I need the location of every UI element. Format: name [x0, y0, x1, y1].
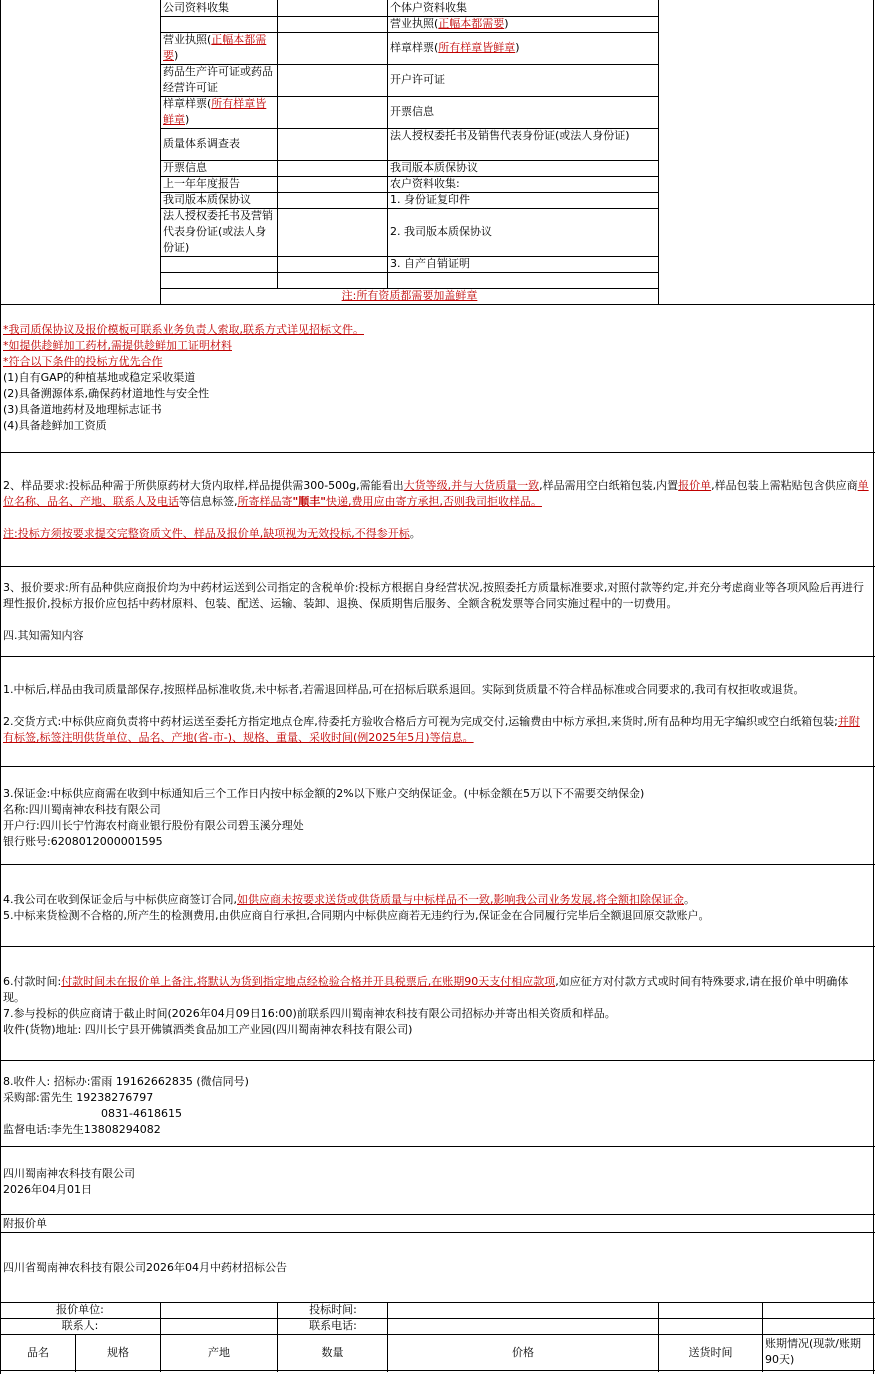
individual-docs-header: 个体户资料收集 — [390, 1, 467, 14]
purchasing-phone: 0831-4618615 — [101, 1107, 182, 1120]
signature-company: 四川蜀南神农科技有限公司 — [3, 1167, 135, 1180]
priority-item: (1)自有GAP的种植基地或稳定采收渠道 — [3, 371, 196, 384]
doc-item: 3. 自产自销证明 — [390, 257, 470, 270]
section-heading: 四.其知需知内容 — [3, 629, 84, 642]
supervision-line: 监督电话:李先生13808294082 — [3, 1123, 161, 1136]
delivery-address: 收件(货物)地址: 四川长宁县开佛镇酒类食品加工产业园(四川蜀南神农科技有限公司) — [3, 1023, 413, 1036]
doc-item: 样章样票(所有样章皆鲜章) — [163, 97, 267, 126]
doc-item: 样章样票(所有样章皆鲜章) — [390, 41, 520, 54]
notice-line: *我司质保协议及报价模板可联系业务负责人索取,联系方式详见招标文件。 — [3, 323, 364, 336]
contract-line: 4.我公司在收到保证金后与中标供应商签订合同,如供应商未按要求送货或供货质量与中标样品不一致,影响我公司业务发展,将全额扣除保证金。 — [3, 893, 695, 906]
signature-date: 2026年04月01日 — [3, 1183, 92, 1196]
deadline-line: 7.参与投标的供应商请于截止时间(2026年04月09日16:00)前联系四川蜀南神农科技有限公司招标办并寄出相关资质和样品。 — [3, 1007, 616, 1020]
priority-item: (4)具备趁鲜加工资质 — [3, 419, 107, 432]
contact-input[interactable] — [161, 1318, 277, 1334]
doc-item: 药品生产许可证或药品经营许可证 — [163, 65, 273, 94]
deposit-line: 3.保证金:中标供应商需在收到中标通知后三个工作日内按中标金额的2%以下账户交纳保证金。(中标金额在5万以下不需要交纳保金) — [3, 787, 645, 800]
attachment-label: 附报价单 — [3, 1217, 47, 1230]
col-header-delivery-time: 送货时间 — [688, 1346, 733, 1359]
bid-time-input[interactable] — [388, 1302, 658, 1318]
doc-item: 开票信息 — [163, 161, 207, 174]
company-docs-header: 公司资料收集 — [163, 1, 229, 14]
sample-note: 注:投标方须按要求提交完整资质文件、样品及报价单,缺项视为无效投标,不得参开标。 — [3, 527, 421, 540]
account-number: 银行账号:6208012000001595 — [3, 835, 163, 848]
payment-terms: 6.付款时间:付款时间未在报价单上备注,将默认为货到指定地点经检验合格并开具税票后,在账期90天支付相应款项,如应征方对付款方式或时间有特殊要求,请在报价单中明确体现。 — [3, 975, 849, 1004]
post-award-sample: 1.中标后,样品由我司质量部保存,按照样品标准收货,未中标者,若需退回样品,可在招标后联系退回。实际到货质量不符合样品标准或合同要求的,我司有权拒收或退货。 — [3, 683, 805, 696]
col-header-origin: 产地 — [208, 1346, 230, 1359]
bidder-label: 报价单位: — [56, 1303, 104, 1316]
doc-item: 营业执照(正幅本都需要) — [390, 17, 509, 30]
contact-label: 联系人: — [61, 1319, 99, 1332]
announcement-title: 四川省蜀南神农科技有限公司2026年04月中药材招标公告 — [3, 1261, 287, 1274]
priority-item: (2)具备溯源体系,确保药材道地性与安全性 — [3, 387, 210, 400]
phone-label: 联系电话: — [309, 1319, 357, 1332]
docs-note: 注:所有资质都需要加盖鲜章 — [341, 289, 478, 302]
phone-input[interactable] — [388, 1318, 658, 1334]
bid-time-label: 投标时间: — [309, 1303, 357, 1316]
bank-name: 开户行:四川长宁竹海农村商业银行股份有限公司碧玉溪分理处 — [3, 819, 304, 832]
priority-item: (3)具备道地药材及地理标志证书 — [3, 403, 162, 416]
col-header-quantity: 数量 — [321, 1346, 344, 1359]
col-header-spec: 规格 — [107, 1346, 129, 1359]
doc-item: 2. 我司版本质保协议 — [390, 225, 492, 238]
doc-item: 法人授权委托书及销售代表身份证(或法人身份证) — [390, 129, 630, 142]
notice-line: *如提供趁鲜加工药材,需提供趁鲜加工证明材料 — [3, 339, 232, 352]
col-header-payment-terms: 账期情况(现款/账期90天) — [765, 1337, 861, 1366]
doc-item: 农户资料收集: — [390, 177, 460, 190]
doc-item: 质量体系调查表 — [163, 137, 240, 150]
doc-item: 营业执照(正幅本都需要) — [163, 33, 267, 62]
notice-line: *符合以下条件的投标方优先合作 — [3, 355, 163, 368]
inspection-line: 5.中标来货检测不合格的,所产生的检测费用,由供应商自行承担,合同期内中标供应商若无违约行为,保证金在合同履行完毕后全额退回原交款账户。 — [3, 909, 710, 922]
doc-item: 1. 身份证复印件 — [390, 193, 470, 206]
doc-item: 我司版本质保协议 — [163, 193, 251, 206]
sample-requirements: 2、样品要求:投标品种需于所供原药材大货内取样,样品提供需300-500g,需能看出大货等级,并与大货质量一致,样品需用空白纸箱包装,内置报价单,样品包装上需粘贴包含供应商单位名称、品名、产地、联系人及电话等信息标签,所寄样品寄"顺丰"快递,费用应由寄方承担,否则我司拒收样品。 — [3, 479, 869, 508]
col-header-name: 品名 — [27, 1346, 49, 1359]
purchasing-line: 采购部:雷先生 19238276797 — [3, 1091, 154, 1104]
doc-item: 上一年年度报告 — [163, 177, 240, 190]
doc-item: 我司版本质保协议 — [390, 161, 478, 174]
doc-item: 开票信息 — [390, 105, 434, 118]
account-name: 名称:四川蜀南神农科技有限公司 — [3, 803, 161, 816]
col-header-price: 价格 — [512, 1346, 534, 1359]
doc-item: 开户许可证 — [390, 73, 445, 86]
recipient-line: 8.收件人: 招标办:雷雨 19162662835 (微信同号) — [3, 1075, 249, 1088]
bidder-input[interactable] — [161, 1302, 277, 1318]
doc-item: 法人授权委托书及营销代表身份证(或法人身份证) — [163, 209, 273, 254]
delivery-method: 2.交货方式:中标供应商负责将中药材运送至委托方指定地点仓库,待委托方验收合格后方可视为完成交付,运输费由中标方承担,来货时,所有品种均用无字编织或空白纸箱包装;并附有标签,标签注明供货单位、品名、产地(省-市-)、规格、重量、采收时间(例2025年5月)等信息。 — [3, 715, 860, 744]
quote-requirements: 3、报价要求:所有品种供应商报价均为中药材运送到公司指定的含税单价:投标方根据自身经营状况,按照委托方质量标准要求,对照付款等约定,并充分考虑商业等各项风险后再进行理性报价,投标方报价应包括中药材原料、包装、配送、运输、装卸、退换、保质期售后服务、全额含税发票等合同实施过程中的一切费用。 — [3, 581, 864, 610]
